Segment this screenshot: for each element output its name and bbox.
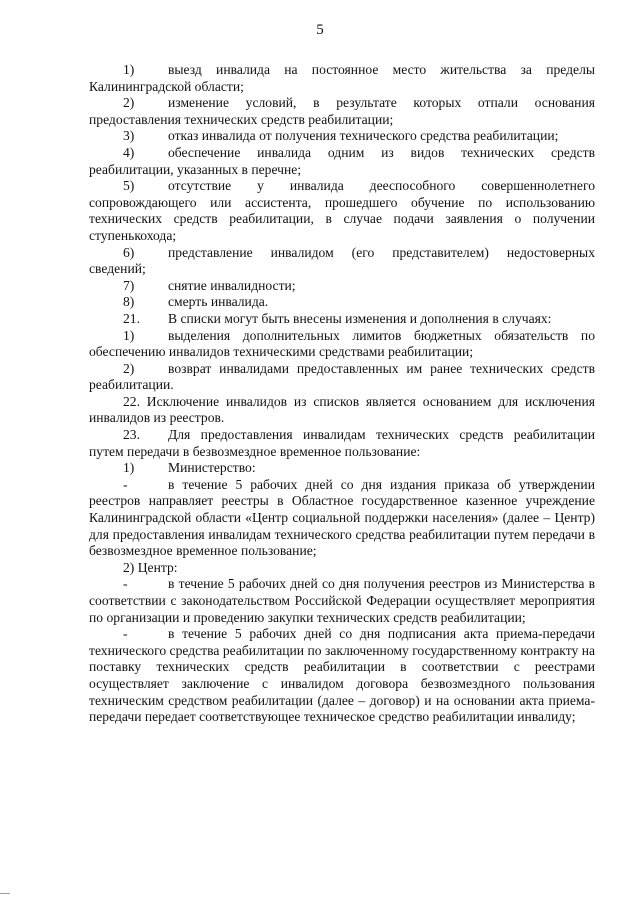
paragraph <box>89 361 595 394</box>
paragraph <box>89 626 595 726</box>
paragraph-text: отказ инвалида от получения технического средства реабилитации; <box>168 128 559 144</box>
item-number: 23. <box>123 427 140 443</box>
paragraph-text: 2) Центр: <box>123 559 178 575</box>
paragraph-text: обеспечение инвалида одним из видов технических средств реабилитации, указанных в перечне; <box>89 144 595 177</box>
paragraph-text: В списки могут быть внесены изменения и дополнения в случаях: <box>168 310 552 326</box>
page-number: 5 <box>316 22 324 38</box>
paragraph <box>89 62 595 95</box>
item-dash: - <box>123 626 128 642</box>
paragraph-text: отсутствие у инвалида дееспособного совершеннолетнего сопровождающего или ассистента, прошедшего обучение по использованию технических средств реабилитации, в случае подачи заявления о получении ступенькохода; <box>89 178 595 243</box>
item-number: 2) <box>123 360 135 376</box>
paragraph-text: в течение 5 рабочих дней со дня издания приказа об утверждении реестров направляет реестры в Областное государственное казенное учреждение Калининградской области «Центр социальной поддержки населения» (далее – Центр) для предоставления инвалидам технического средства реабилитации путем передачи в безвозмездное временное пользование; <box>89 476 595 559</box>
paragraph-text: возврат инвалидами предоставленных им ранее технических средств реабилитации. <box>89 360 595 393</box>
item-number: 21. <box>123 310 140 326</box>
item-dash: - <box>123 576 128 592</box>
paragraph <box>89 95 595 128</box>
item-number: 7) <box>123 277 135 293</box>
paragraph <box>89 560 595 577</box>
paragraph <box>89 394 595 427</box>
paragraph <box>89 576 595 626</box>
item-number: 6) <box>123 244 135 260</box>
paragraph <box>89 128 595 145</box>
paragraph-text: выделения дополнительных лимитов бюджетных обязательств по обеспечению инвалидов техническими средствами реабилитации; <box>89 327 595 360</box>
item-number: 1) <box>123 327 135 343</box>
paragraph-text: 22. Исключение инвалидов из списков является основанием для исключения инвалидов из реестров. <box>89 393 595 426</box>
paragraph-text: снятие инвалидности; <box>168 277 296 293</box>
paragraph-text: представление инвалидом (его представителем) недостоверных сведений; <box>89 244 595 277</box>
paragraph <box>89 460 595 477</box>
item-number: 2) <box>123 95 135 111</box>
paragraph <box>89 427 595 460</box>
item-number: 1) <box>123 62 135 77</box>
item-dash: - <box>123 476 128 492</box>
paragraph-text: в течение 5 рабочих дней со дня получения реестров из Министерства в соответствии с законодательством Российской Федерации осуществляет мероприятия по организации и проведению закупки технических средств реабилитации; <box>89 576 595 625</box>
item-number: 3) <box>123 128 135 144</box>
paragraph-text: в течение 5 рабочих дней со дня подписания акта приема-передачи технического средства реабилитации по заключенному государственному контракту на поставку технических средств реабилитации в соответствии с реестрами осуществляет заключение с инвалидом договора безвозмездного пользования техническим средством реабилитации (далее – договор) и на основании акта приема-передачи передает соответствующее техническое средство реабилитации инвалиду; <box>89 626 595 725</box>
paragraph <box>89 145 595 178</box>
paragraph-text: смерть инвалида. <box>168 294 269 310</box>
paragraph <box>89 311 595 328</box>
paragraph <box>89 328 595 361</box>
scan-edge-mark <box>0 893 10 894</box>
item-number: 5) <box>123 178 135 194</box>
paragraph <box>89 178 595 244</box>
paragraph <box>89 245 595 278</box>
item-number: 4) <box>123 144 135 160</box>
paragraph-text: изменение условий, в результате которых отпали основания предоставления технических средств реабилитации; <box>89 95 595 127</box>
paragraph-text: Для предоставления инвалидам технических средств реабилитации путем передачи в безвозмездное временное пользование: <box>89 427 595 459</box>
paragraph-text: выезд инвалида на постоянное место жительства за пределы Калининградской области; <box>89 62 595 94</box>
paragraph <box>89 477 595 560</box>
paragraph <box>89 278 595 295</box>
paragraph-text: Министерство: <box>168 460 256 476</box>
document-body <box>89 62 595 726</box>
item-number: 8) <box>123 294 135 310</box>
paragraph <box>89 294 595 311</box>
item-number: 1) <box>123 460 135 476</box>
